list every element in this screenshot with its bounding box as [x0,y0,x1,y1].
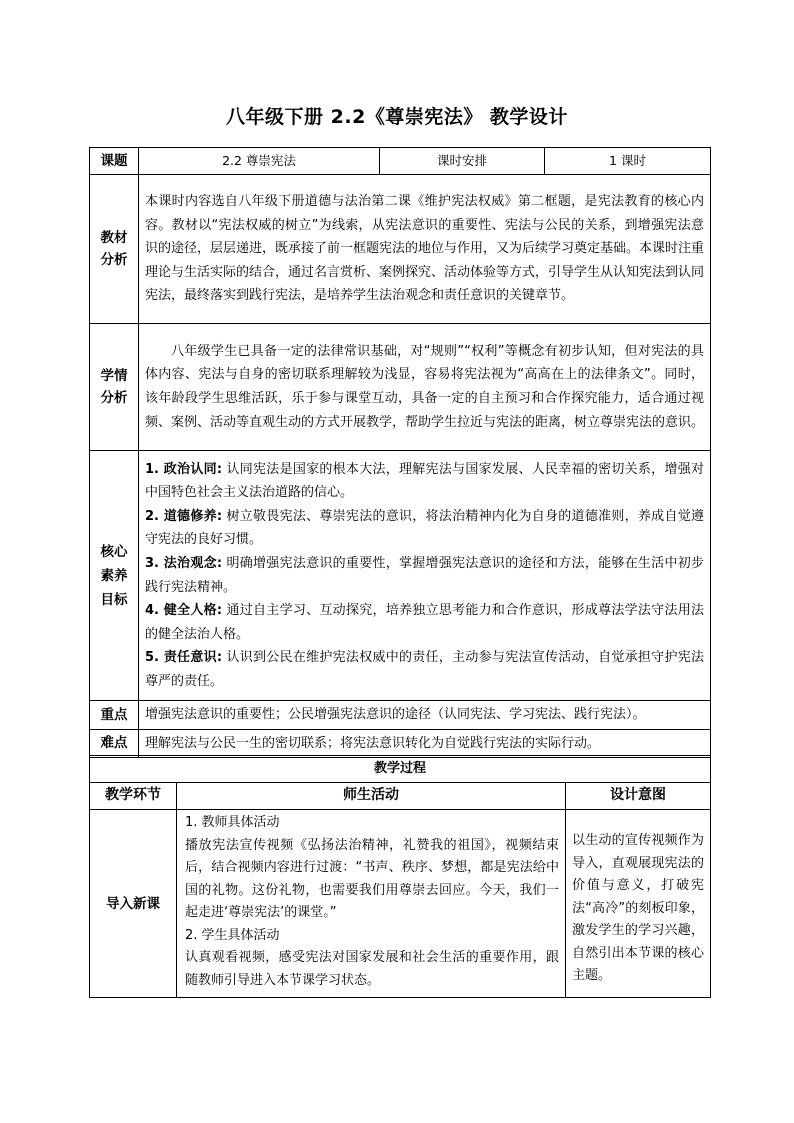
document-title: 八年级下册 2.2《尊崇宪法》 教学设计 [226,106,568,128]
textbook-analysis-label: 教材 分析 [90,175,139,324]
goal-item: 3. 法治观念: 明确增强宪法意识的重要性，掌握增强宪法意识的途径和方法，能够在生活中初步践行宪法精神。 [145,555,704,595]
goal-item: 2. 道德修养: 树立敬畏宪法、尊崇宪法的意识，将法治精神内化为自身的道德准则，养成自觉遵守宪法的良好习惯。 [145,508,704,548]
teacher-activity-heading: 1. 教师具体活动 [185,815,280,830]
goal-item: 1. 政治认同: 认同宪法是国家的根本大法，理解宪法与国家发展、人民幸福的密切关系，增强对中国特色社会主义法治道路的信心。 [145,461,704,501]
literacy-goals-text [139,451,711,701]
goal-item: 4. 健全人格: 通过自主学习、互动探究，培养独立思考能力和合作意识，形成尊法学法守法用法的健全法治人格。 [145,603,704,642]
intro-stage-label: 导入新课 [90,810,177,998]
schedule-value: 1 课时 [545,148,711,175]
intro-activity-text [177,810,566,998]
col-activity-header: 师生活动 [177,783,566,810]
course-label: 课题 [90,148,139,175]
key-point-label: 重点 [90,701,139,730]
textbook-analysis-text: 本课时内容选自八年级下册道德与法治第二课《维护宪法权威》第二框题，是宪法教育的核心内容。教材以“宪法权威的树立”为线索，从宪法意识的重要性、宪法与公民的关系，到增强宪法意识的途径，层层递进，既承接了前一框题宪法的地位与作用，又为后续学习奠定基础。本课时注重理论与生活实际的结合，通过名言赏析、案例探究、活动体验等方式，引导学生从认知宪法到认同宪法，最终落实到践行宪法，是培养学生法治观念和责任意识的关键章节。 [139,175,711,324]
col-intent-header: 设计意图 [566,783,711,810]
student-activity-text: 认真观看视频，感受宪法对国家发展和社会生活的重要作用，跟随教师引导进入本节课学习状态。 [185,950,559,988]
process-title: 教学过程 [90,756,711,783]
student-activity-heading: 2. 学生具体活动 [185,927,280,943]
schedule-label: 课时安排 [380,148,545,175]
teacher-activity-text: 播放宪法宣传视频《弘扬法治精神，礼赞我的祖国》，视频结束后，结合视频内容进行过渡：“书声、秩序、梦想，都是宪法给中国的礼物。这份礼物，也需要我们用尊崇去回应。今天，我们一起走进‘尊崇宪法’的课堂。” [185,837,559,920]
goal-item: 5. 责任意识: 认识到公民在维护宪法权威中的责任，主动参与宪法宣传活动，自觉承担守护宪法尊严的责任。 [145,650,704,689]
difficulty-text: 理解宪法与公民一生的密切联系；将宪法意识转化为自觉践行宪法的实际行动。 [139,729,711,758]
key-point-text: 增强宪法意识的重要性；公民增强宪法意识的途径（认同宪法、学习宪法、践行宪法）。 [139,701,711,730]
course-topic: 2.2 尊崇宪法 [139,148,380,175]
col-stage-header: 教学环节 [90,783,177,810]
literacy-goals-label: 核心 素养 目标 [90,451,139,701]
difficulty-label: 难点 [90,729,139,758]
student-analysis-label: 学情 分析 [90,324,139,451]
teaching-process-table [89,755,711,998]
intro-intent-text: 以生动的宣传视频作为导入，直观展现宪法的价值与意义，打破宪法“高冷”的刻板印象，激发学生的学习兴趣，自然引出本节课的核心主题。 [566,810,711,998]
student-analysis-text: 八年级学生已具备一定的法律常识基础，对“规则”“权利”等概念有初步认知，但对宪法的具体内容、宪法与自身的密切联系理解较为浅显，容易将宪法视为“高高在上的法律条文”。同时，该年龄段学生思维活跃，乐于参与课堂互动，具备一定的自主预习和合作探究能力，适合通过视频、案例、活动等直观生动的方式开展教学，帮助学生拉近与宪法的距离，树立尊崇宪法的意识。 [139,324,711,451]
lesson-info-table [89,147,711,758]
